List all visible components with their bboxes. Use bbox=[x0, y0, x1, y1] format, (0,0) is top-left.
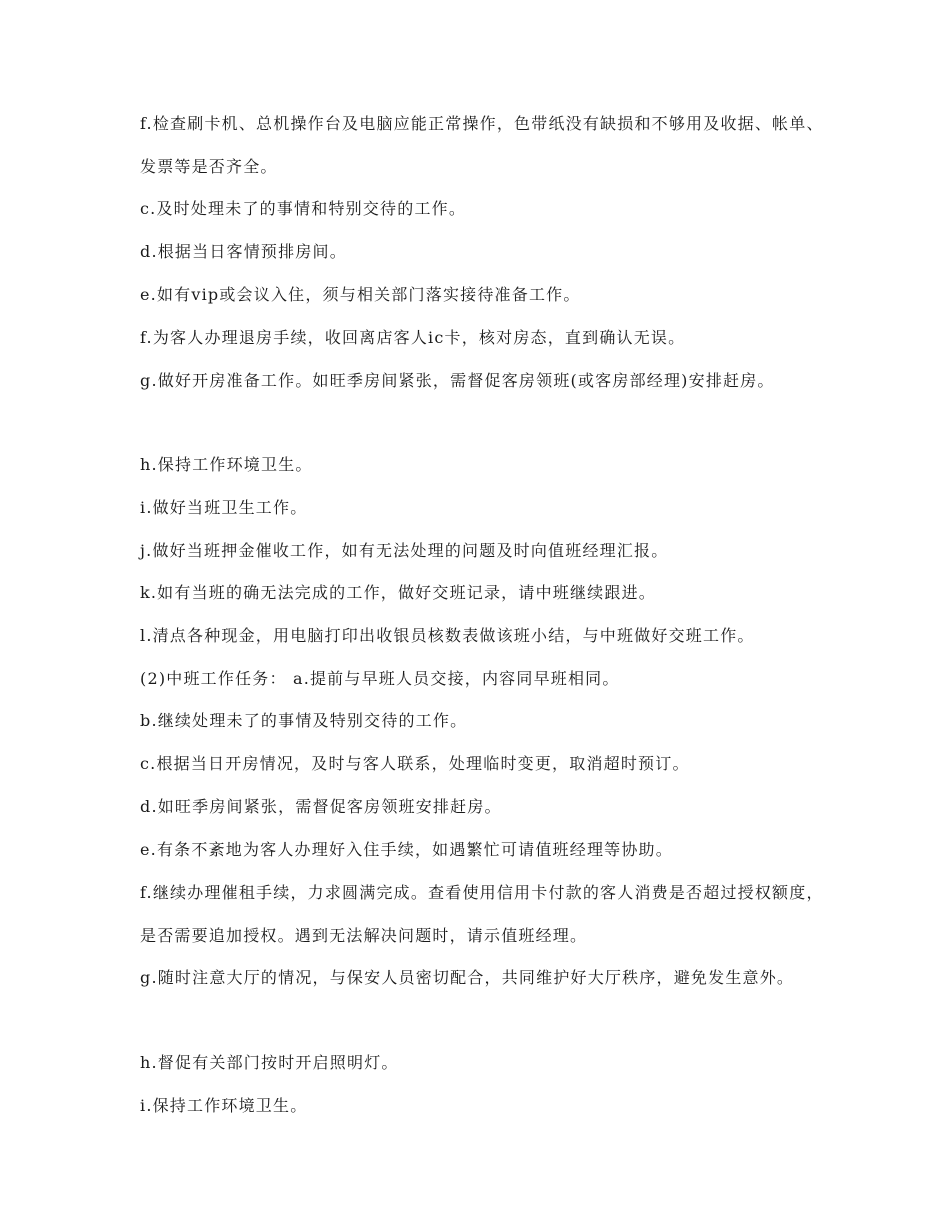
paragraph-4: e.如有vip或会议入住，须与相关部门落实接待准备工作。 bbox=[140, 285, 581, 304]
paragraph-13: b.继续处理未了的事情及特别交待的工作。 bbox=[140, 711, 468, 730]
paragraph-9: j.做好当班押金催收工作，如有无法处理的问题及时向值班经理汇报。 bbox=[140, 541, 669, 560]
paragraph-18: g.随时注意大厅的情况，与保安人员密切配合，共同维护好大厅秩序，避免发生意外。 bbox=[140, 968, 795, 987]
paragraph-15: d.如旺季房间紧张，需督促客房领班安排赶房。 bbox=[140, 797, 502, 816]
paragraph-6: g.做好开房准备工作。如旺季房间紧张，需督促客房领班(或客房部经理)安排赶房。 bbox=[140, 371, 775, 390]
paragraph-8: i.做好当班卫生工作。 bbox=[140, 498, 308, 517]
paragraph-19: h.督促有关部门按时开启照明灯。 bbox=[140, 1053, 399, 1072]
paragraph-14: c.根据当日开房情况，及时与客人联系，处理临时变更，取消超时预订。 bbox=[140, 754, 690, 773]
paragraph-12: (2)中班工作任务： a.提前与早班人员交接，内容同早班相同。 bbox=[140, 669, 620, 688]
paragraph-11: l.清点各种现金，用电脑打印出收银员核数表做该班小结，与中班做好交班工作。 bbox=[140, 626, 755, 645]
paragraph-3: d.根据当日客情预排房间。 bbox=[140, 242, 347, 261]
paragraph-2: c.及时处理未了的事情和特别交待的工作。 bbox=[140, 199, 467, 218]
paragraph-16: e.有条不紊地为客人办理好入住手续，如遇繁忙可请值班经理等协助。 bbox=[140, 840, 673, 859]
paragraph-17: f.继续办理催租手续，力求圆满完成。查看使用信用卡付款的客人消费是否超过授权额度，是否需要追加授权。遇到无法解决问题时，请示值班经理。 bbox=[140, 883, 824, 945]
paragraph-20: i.保持工作环境卫生。 bbox=[140, 1096, 308, 1115]
paragraph-7: h.保持工作环境卫生。 bbox=[140, 455, 313, 474]
paragraph-10: k.如有当班的确无法完成的工作，做好交班记录，请中班继续跟进。 bbox=[140, 583, 656, 602]
paragraph-5: f.为客人办理退房手续，收回离店客人ic卡，核对房态，直到确认无误。 bbox=[140, 328, 686, 347]
paragraph-1: f.检查刷卡机、总机操作台及电脑应能正常操作，色带纸没有缺损和不够用及收据、帐单、发票等是否齐全。 bbox=[140, 114, 824, 176]
